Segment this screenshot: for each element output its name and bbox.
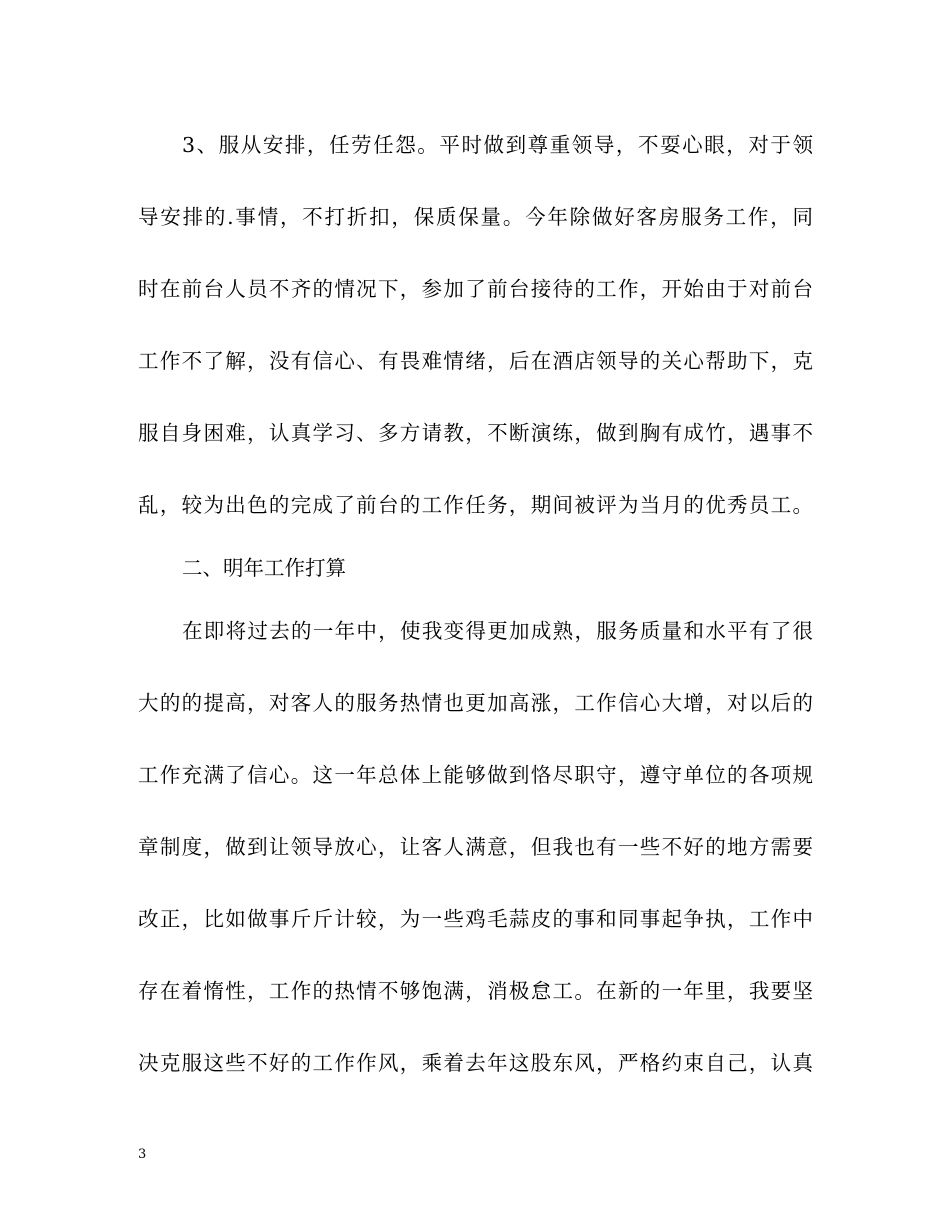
paragraph-1-line-6: 乱，较为出色的完成了前台的工作任务，期间被评为当月的优秀员工。 — [138, 493, 813, 517]
page-number: 3 — [138, 1147, 147, 1162]
paragraph-1-line-1: 3、服从安排，任劳任怨。平时做到尊重领导，不耍心眼，对于领 — [182, 133, 813, 157]
paragraph-2-line-1: 在即将过去的一年中，使我变得更加成熟，服务质量和水平有了很 — [182, 619, 813, 643]
paragraph-1-line-2: 导安排的.事情，不打折扣，保质保量。今年除做好客房服务工作，同 — [138, 205, 813, 229]
paragraph-2-line-5: 改正，比如做事斤斤计较，为一些鸡毛蒜皮的事和同事起争执，工作中 — [138, 907, 813, 931]
section-heading: 二、明年工作打算 — [182, 556, 346, 580]
paragraph-1-line-3: 时在前台人员不齐的情况下，参加了前台接待的工作，开始由于对前台 — [138, 277, 813, 301]
paragraph-2-line-3: 工作充满了信心。这一年总体上能够做到恪尽职守，遵守单位的各项规 — [138, 763, 813, 787]
paragraph-2-line-7: 决克服这些不好的工作作风，乘着去年这股东风，严格约束自己，认真 — [138, 1051, 813, 1075]
paragraph-1-line-4: 工作不了解，没有信心、有畏难情绪，后在酒店领导的关心帮助下，克 — [138, 349, 813, 373]
paragraph-2-line-6: 存在着惰性，工作的热情不够饱满，消极怠工。在新的一年里，我要坚 — [138, 979, 813, 1003]
paragraph-2-line-4: 章制度，做到让领导放心，让客人满意，但我也有一些不好的地方需要 — [138, 835, 813, 859]
paragraph-1-line-5: 服自身困难，认真学习、多方请教，不断演练，做到胸有成竹，遇事不 — [138, 421, 813, 445]
paragraph-2-line-2: 大的的提高，对客人的服务热情也更加高涨，工作信心大增，对以后的 — [138, 691, 813, 715]
